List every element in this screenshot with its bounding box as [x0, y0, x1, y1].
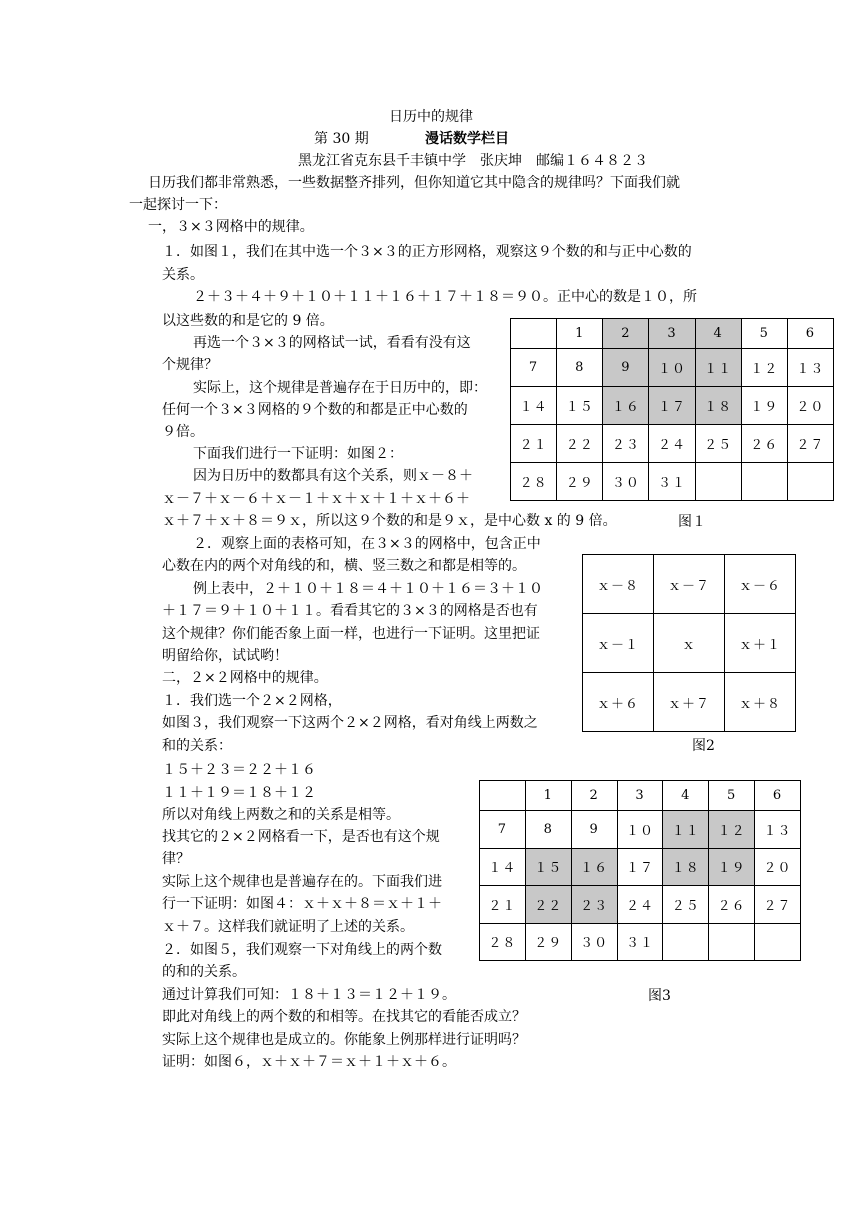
calendar-cell: 5 — [709, 781, 755, 811]
figure-3-calendar-grid — [479, 780, 801, 961]
para-line: 实际上这个规律也是普遍存在的。下面我们进 — [162, 874, 442, 890]
calendar-cell: 3 — [617, 781, 663, 811]
calendar-cell: 5 — [741, 319, 787, 349]
calendar-cell: １３ — [787, 349, 833, 387]
calendar-cell: ２５ — [695, 425, 741, 463]
section-heading-1: 一，３×３网格中的规律。 — [148, 219, 314, 235]
para-line: 以这些数的和是它的 9 倍。 — [162, 313, 334, 329]
calendar-cell: １２ — [741, 349, 787, 387]
calendar-cell: １４ — [511, 387, 557, 425]
calendar-cell-highlighted: １７ — [649, 387, 695, 425]
calendar-cell-highlighted: １１ — [695, 349, 741, 387]
figure-1-caption: 图１ — [678, 514, 706, 530]
para-line: 再选一个３×３的网格试一试，看看有没有这 — [193, 335, 471, 351]
calendar-cell: ２７ — [755, 886, 801, 924]
para-line: ＋１７＝９＋１０＋１１。看看其它的３×３的网格是否也有 — [162, 603, 538, 619]
calendar-cell — [755, 923, 801, 961]
para-line: 实际上这个规律也是成立的。你能象上例那样进行证明吗？ — [162, 1032, 526, 1048]
figure-2-algebra-grid — [582, 554, 796, 732]
para-line: ｘ＋７＋ｘ＋８＝９ｘ，所以这９个数的和是９ｘ，是中心数 x 的 9 倍。 — [162, 513, 617, 529]
para-line: １．如图１，我们在其中选一个３×３的正方形网格，观察这９个数的和与正中心数的 — [162, 244, 692, 260]
calendar-cell: ２１ — [511, 425, 557, 463]
calendar-cell: ２７ — [787, 425, 833, 463]
calendar-cell: ２０ — [787, 387, 833, 425]
calendar-cell — [663, 923, 709, 961]
calendar-cell: ２９ — [557, 463, 603, 501]
para-line: ９倍。 — [162, 424, 204, 440]
equation-line: １１＋１９＝１８＋１２ — [162, 785, 316, 801]
calendar-cell: 8 — [525, 811, 571, 849]
calendar-cell: 1 — [525, 781, 571, 811]
calendar-cell: １０ — [617, 811, 663, 849]
calendar-cell: ３１ — [617, 923, 663, 961]
calendar-cell: １９ — [741, 387, 787, 425]
calendar-cell — [480, 781, 526, 811]
calendar-cell-highlighted: ２２ — [525, 886, 571, 924]
calendar-cell-highlighted: １２ — [709, 811, 755, 849]
para-line: 个规律？ — [162, 357, 218, 373]
calendar-cell — [787, 463, 833, 501]
algebra-cell-center: ｘ — [654, 614, 725, 673]
calendar-cell-highlighted: ２３ — [571, 886, 617, 924]
para-line: ２＋３＋４＋９＋１０＋１１＋１６＋１７＋１８＝９０。正中心的数是１０，所 — [193, 289, 697, 305]
algebra-cell: ｘ＋８ — [725, 673, 796, 732]
para-line: 即此对角线上的两个数的和相等。在找其它的看能否成立？ — [162, 1009, 526, 1025]
calendar-cell: ２３ — [603, 425, 649, 463]
column-name: 漫话数学栏目 — [425, 131, 509, 147]
calendar-cell-highlighted: １５ — [525, 848, 571, 886]
calendar-cell-highlighted: １８ — [695, 387, 741, 425]
calendar-cell — [511, 319, 557, 349]
para-line: 的和的关系。 — [162, 964, 246, 980]
algebra-cell: ｘ－８ — [583, 555, 654, 614]
calendar-cell: ２６ — [741, 425, 787, 463]
calendar-cell: ２１ — [480, 886, 526, 924]
calendar-cell: ２８ — [511, 463, 557, 501]
calendar-cell: ２５ — [663, 886, 709, 924]
calendar-cell: 6 — [755, 781, 801, 811]
calendar-cell: ３０ — [571, 923, 617, 961]
para-line: 所以对角线上两数之和的关系是相等。 — [162, 807, 400, 823]
algebra-cell: ｘ－６ — [725, 555, 796, 614]
calendar-cell-highlighted: １６ — [603, 387, 649, 425]
calendar-cell-highlighted: 4 — [695, 319, 741, 349]
calendar-cell: ２４ — [649, 425, 695, 463]
para-line: 证明：如图６，ｘ＋ｘ＋７＝ｘ＋１＋ｘ＋６。 — [162, 1054, 456, 1070]
algebra-cell: ｘ－７ — [654, 555, 725, 614]
calendar-cell-highlighted: 9 — [603, 349, 649, 387]
calendar-cell: １７ — [617, 848, 663, 886]
algebra-cell: ｘ＋１ — [725, 614, 796, 673]
para-line: 通过计算我们可知：１８＋１３＝１２＋１９。 — [162, 987, 456, 1003]
calendar-cell: 1 — [557, 319, 603, 349]
issue-number: 第 30 期 — [314, 131, 369, 147]
para-line: ２．观察上面的表格可知，在３×３的网格中，包含正中 — [193, 536, 541, 552]
calendar-cell-highlighted: 3 — [649, 319, 695, 349]
calendar-cell: 6 — [787, 319, 833, 349]
calendar-cell: ２４ — [617, 886, 663, 924]
para-intro-1: 日历我们都非常熟悉，一些数据整齐排列，但你知道它其中隐含的规律吗？下面我们就 — [148, 175, 680, 191]
calendar-cell-highlighted: 2 — [603, 319, 649, 349]
para-line: 行一下证明：如图４：ｘ＋ｘ＋８＝ｘ＋１＋ — [162, 896, 442, 912]
calendar-cell — [695, 463, 741, 501]
calendar-cell: １３ — [755, 811, 801, 849]
algebra-cell: ｘ＋７ — [654, 673, 725, 732]
para-line: 实际上，这个规律是普遍存在于日历中的，即： — [193, 380, 487, 396]
para-line: 如图３，我们观察一下这两个２×２网格，看对角线上两数之 — [162, 715, 538, 731]
algebra-cell: ｘ＋６ — [583, 673, 654, 732]
calendar-cell: ２９ — [525, 923, 571, 961]
calendar-cell: 2 — [571, 781, 617, 811]
para-line: 这个规律？你们能否象上面一样，也进行一下证明。这里把证 — [162, 626, 540, 642]
para-line: 关系。 — [162, 267, 204, 283]
calendar-cell: ３０ — [603, 463, 649, 501]
para-line: 明留给你，试试哟！ — [162, 648, 288, 664]
calendar-cell: ２６ — [709, 886, 755, 924]
calendar-cell-highlighted: １９ — [709, 848, 755, 886]
calendar-cell: 7 — [480, 811, 526, 849]
para-line: ２．如图５，我们观察一下对角线上的两个数 — [162, 942, 442, 958]
calendar-cell: ２０ — [755, 848, 801, 886]
calendar-cell: 9 — [571, 811, 617, 849]
calendar-cell: １４ — [480, 848, 526, 886]
calendar-cell-highlighted: １６ — [571, 848, 617, 886]
calendar-cell: ２８ — [480, 923, 526, 961]
para-line: 和的关系： — [162, 738, 232, 754]
calendar-cell: ２２ — [557, 425, 603, 463]
author-line: 黑龙江省克东县千丰镇中学 张庆坤 邮编１６４８２３ — [298, 153, 648, 169]
calendar-cell — [709, 923, 755, 961]
para-line: １．我们选一个２×２网格， — [162, 693, 342, 709]
document-title: 日历中的规律 — [389, 109, 473, 125]
section-heading-2: 二，２×２网格中的规律。 — [162, 670, 328, 686]
para-line: ｘ＋７。这样我们就证明了上述的关系。 — [162, 919, 414, 935]
para-line: 律？ — [162, 851, 190, 867]
para-line: 因为日历中的数都具有这个关系，则ｘ－８＋ — [193, 468, 473, 484]
calendar-cell: 8 — [557, 349, 603, 387]
calendar-cell: 4 — [663, 781, 709, 811]
para-intro-2: 一起探讨一下： — [129, 197, 227, 213]
para-line: 找其它的２×２网格看一下，是否也有这个规 — [162, 829, 440, 845]
figure-3-caption: 图3 — [648, 988, 671, 1004]
para-line: 心数在内的两个对角线的和，横、竖三数之和都是相等的。 — [162, 558, 526, 574]
calendar-cell — [741, 463, 787, 501]
calendar-cell-highlighted: １０ — [649, 349, 695, 387]
calendar-cell: ３１ — [649, 463, 695, 501]
figure-1-calendar-grid — [510, 318, 834, 501]
para-line: 例上表中，２＋１０＋１８＝４＋１０＋１６＝３＋１０ — [193, 581, 543, 597]
calendar-cell: 7 — [511, 349, 557, 387]
algebra-cell: ｘ－１ — [583, 614, 654, 673]
para-line: 下面我们进行一下证明：如图２： — [193, 446, 403, 462]
calendar-cell-highlighted: １８ — [663, 848, 709, 886]
calendar-cell-highlighted: １１ — [663, 811, 709, 849]
para-line: ｘ－７＋ｘ－６＋ｘ－１＋ｘ＋ｘ＋１＋ｘ＋６＋ — [162, 491, 470, 507]
figure-2-caption: 图2 — [692, 738, 715, 754]
para-line: 任何一个３×３网格的９个数的和都是正中心数的 — [162, 402, 468, 418]
equation-line: １５＋２３＝２２＋１６ — [162, 762, 316, 778]
calendar-cell: １５ — [557, 387, 603, 425]
